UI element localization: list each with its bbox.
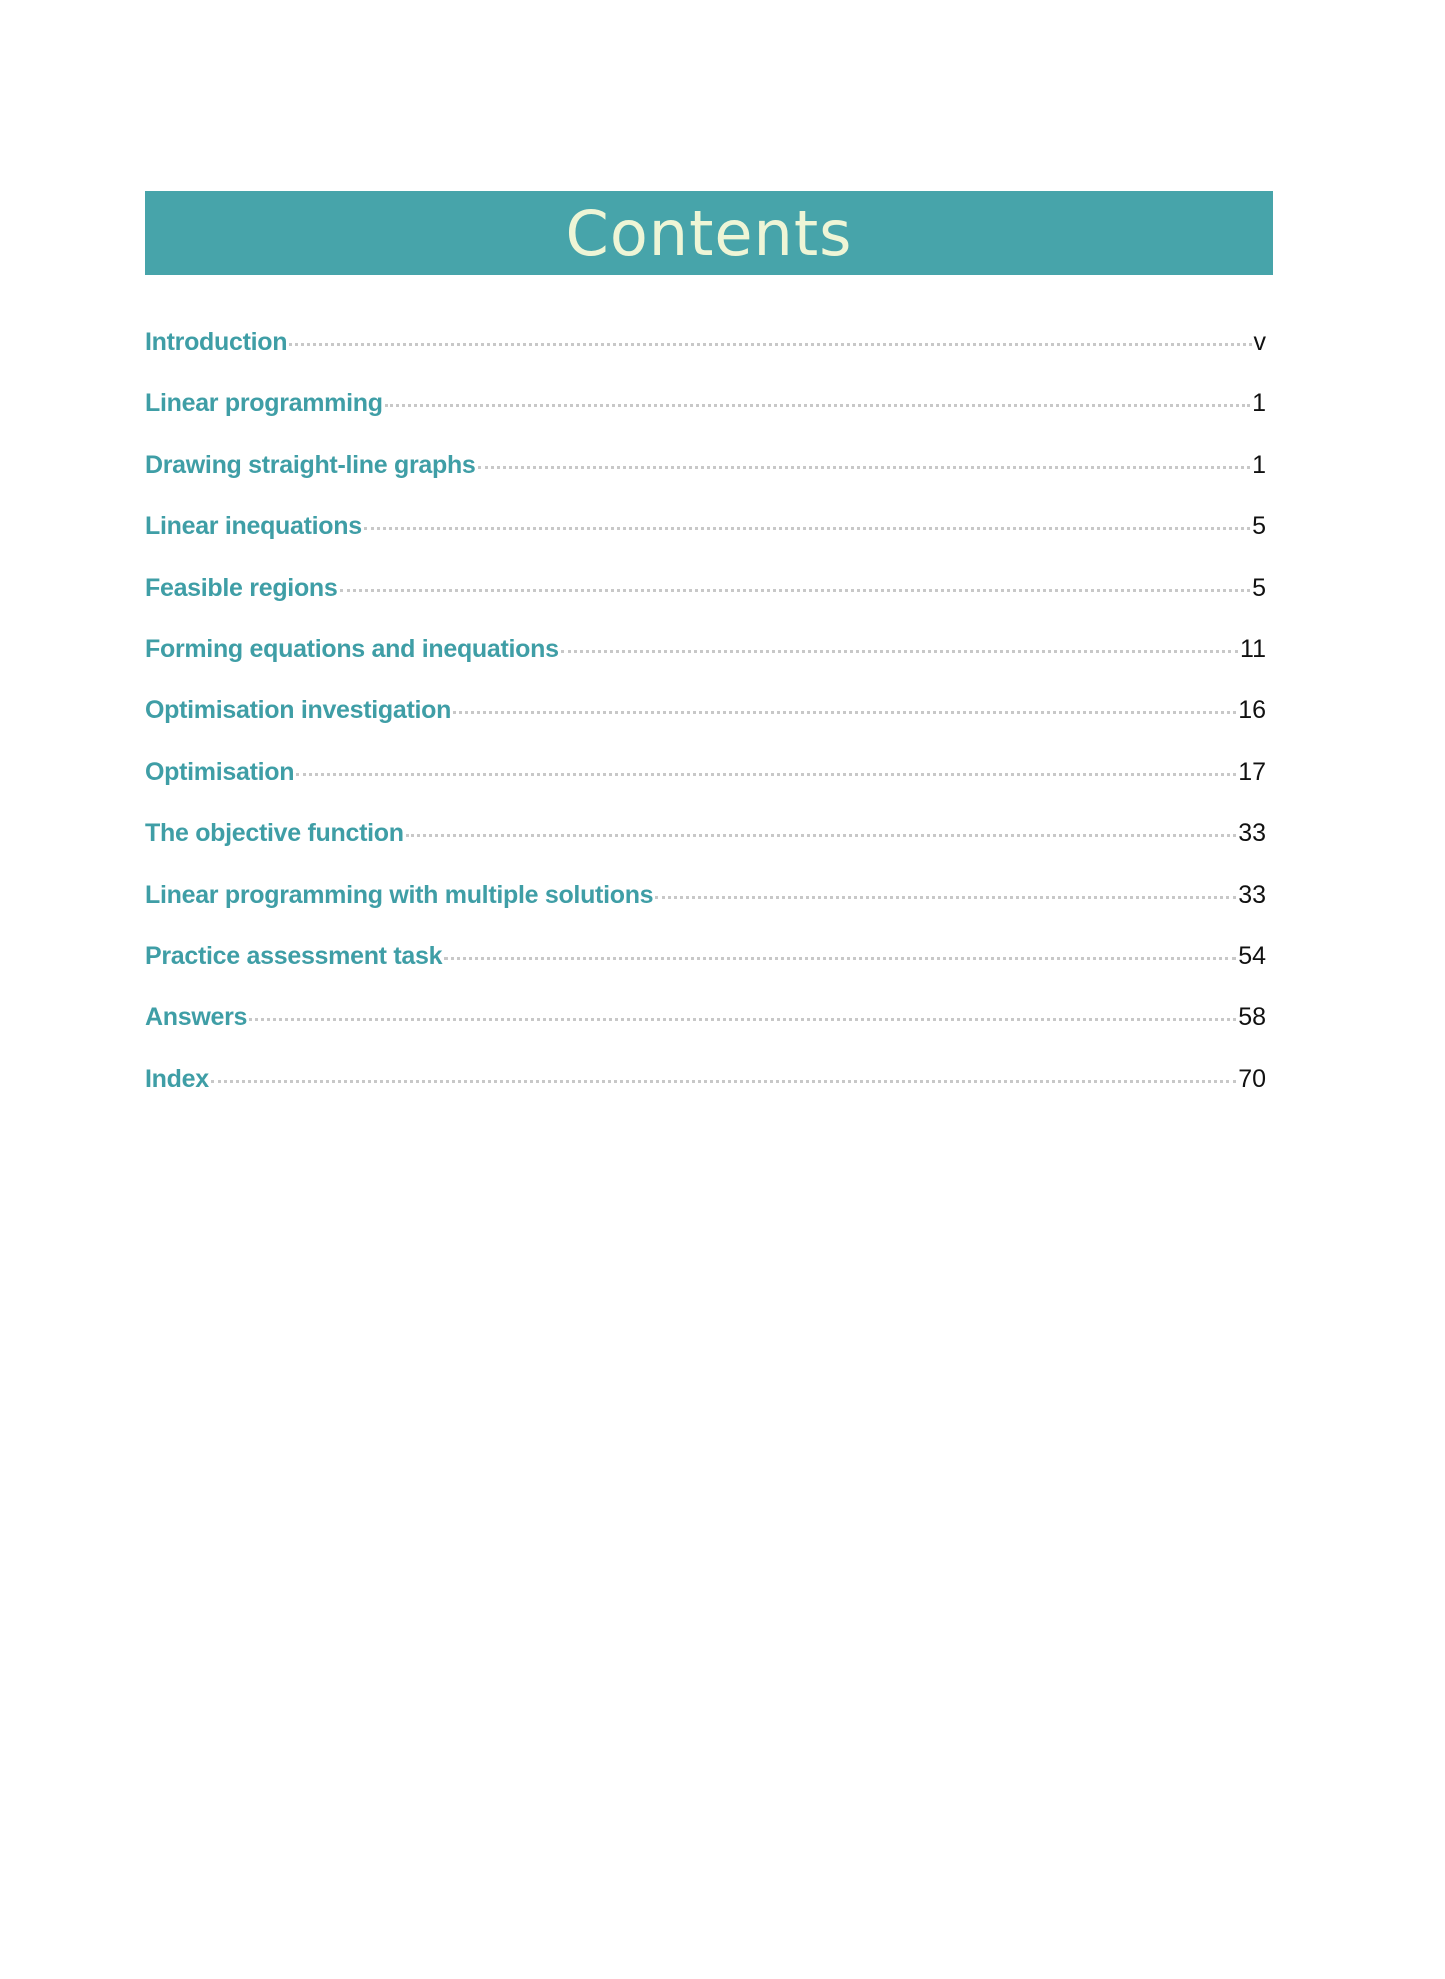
dot-leader [340,589,1251,592]
dot-leader [561,650,1238,653]
dot-leader [478,466,1251,469]
page-title: Contents [565,196,853,270]
toc-entry-page: 5 [1252,573,1266,602]
dot-leader [406,834,1236,837]
toc-entry-page: 16 [1238,696,1266,725]
dot-leader [289,343,1251,346]
toc-entry-page: 33 [1238,880,1266,909]
toc-entry-page: 11 [1240,634,1266,663]
toc-entry[interactable] [145,512,1266,573]
toc-entry-title[interactable]: The objective function [145,819,404,848]
toc-entry-page: 54 [1238,941,1266,970]
contents-banner [145,191,1273,275]
toc-entry[interactable] [145,1003,1266,1064]
toc-entry-page: 70 [1238,1064,1266,1093]
toc-entry[interactable] [145,574,1266,635]
toc-entry[interactable] [145,451,1266,512]
toc-entry-page: 1 [1252,389,1266,418]
toc-entry[interactable] [145,758,1266,819]
toc-entry-page: v [1253,328,1266,356]
toc-entry-title[interactable]: Linear programming [145,389,383,418]
dot-leader [453,711,1236,714]
toc-entry-title[interactable]: Practice assessment task [145,941,443,970]
dot-leader [444,957,1236,960]
toc-entry-title[interactable]: Forming equations and inequations [145,634,559,663]
toc-entry-page: 58 [1238,1003,1266,1032]
dot-leader [249,1018,1236,1021]
toc-entry-page: 17 [1238,757,1266,786]
toc-entry-title[interactable]: Feasible regions [145,573,338,602]
toc-entry-title[interactable]: Linear inequations [145,512,362,541]
toc-entry-title[interactable]: Optimisation investigation [145,696,452,725]
toc-entry-title[interactable]: Drawing straight-line graphs [145,450,476,479]
toc-entry-title[interactable]: Optimisation [145,757,295,786]
toc-entry[interactable] [145,696,1266,757]
table-of-contents [145,328,1266,1126]
toc-entry[interactable] [145,881,1266,942]
toc-entry[interactable] [145,635,1266,696]
toc-entry[interactable] [145,942,1266,1003]
dot-leader [385,404,1250,407]
dot-leader [364,527,1250,530]
toc-entry-title[interactable]: Answers [145,1003,248,1032]
dot-leader [655,896,1236,899]
toc-entry[interactable] [145,1065,1266,1126]
toc-entry[interactable] [145,819,1266,880]
toc-entry-page: 1 [1252,450,1266,479]
toc-entry-page: 33 [1238,819,1266,848]
toc-entry-title[interactable]: Linear programming with multiple solutions [145,880,654,909]
toc-entry[interactable] [145,389,1266,450]
dot-leader [296,773,1236,776]
dot-leader [211,1080,1236,1083]
toc-entry-title[interactable]: Index [145,1064,209,1093]
toc-entry-title[interactable]: Introduction [145,328,288,356]
toc-entry[interactable] [145,328,1266,389]
toc-entry-page: 5 [1252,512,1266,541]
